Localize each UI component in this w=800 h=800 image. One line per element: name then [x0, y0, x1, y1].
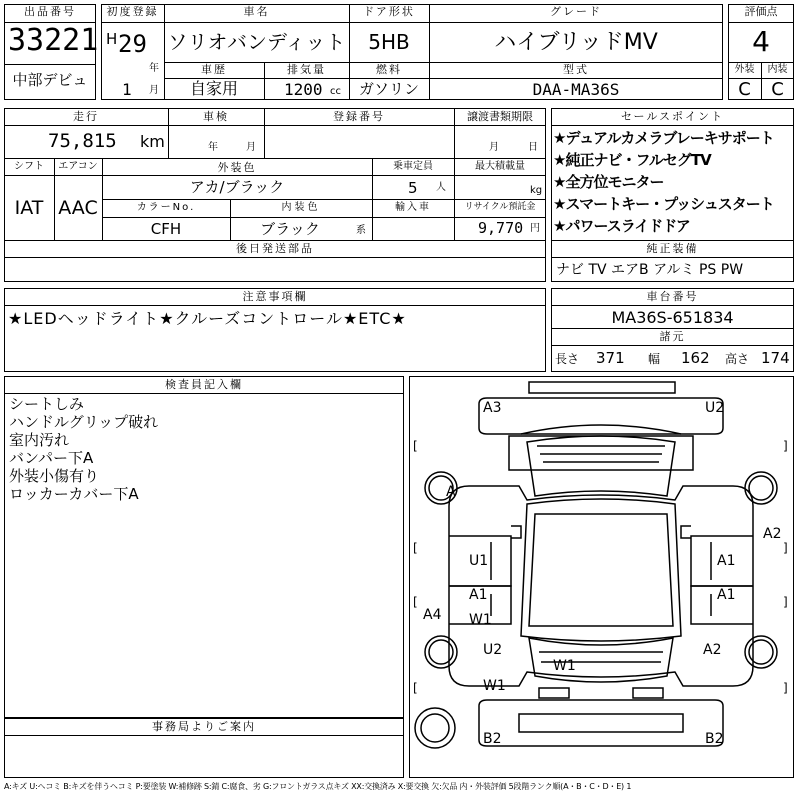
mark-b2-left: B2	[483, 731, 502, 747]
later-parts-label: 後日発送部品	[236, 242, 314, 255]
recycle-unit: 円	[530, 223, 540, 234]
inspector-note-5: 外装小傷有り	[9, 467, 100, 485]
grade-label: グレード	[550, 5, 602, 18]
displacement: 1200	[284, 80, 323, 99]
int-color-suffix: 系	[356, 225, 366, 236]
first-reg-era: H	[106, 30, 118, 48]
shift-label: シフト	[14, 161, 44, 172]
ext-color: アカ/ブラック	[189, 178, 285, 196]
displacement-label: 排気量	[287, 63, 326, 76]
svg-text:]: ]	[783, 541, 788, 555]
import-label: 輸入車	[395, 202, 431, 213]
sales-point-1: ★デュアルカメラブレーキサポート	[553, 129, 774, 147]
mark-a2-right2: A2	[703, 642, 722, 658]
capacity-unit: 人	[436, 182, 446, 193]
exterior-score: C	[738, 79, 751, 100]
equipment-label: 純正装備	[646, 242, 699, 255]
grade: ハイブリッドMV	[494, 30, 658, 55]
mileage: 75,815	[48, 130, 117, 152]
length: 371	[596, 349, 625, 367]
shift: IAT	[14, 197, 44, 219]
exterior-score-label: 外装	[734, 64, 755, 75]
history-label: 車歴	[201, 63, 227, 76]
mark-u2-left: U2	[483, 642, 503, 658]
color-no: CFH	[150, 220, 182, 238]
width-label: 幅	[648, 352, 661, 366]
length-label: 長さ	[555, 352, 580, 366]
aircon-label: エアコン	[58, 161, 98, 172]
lot-number-label: 出品番号	[24, 5, 76, 18]
car-name: ソリオバンディット	[167, 30, 346, 54]
sales-point-3: ★全方位モニター	[553, 173, 664, 191]
inspection-label: 車検	[203, 110, 229, 123]
history: 自家用	[189, 79, 238, 98]
first-reg-month: 1	[122, 80, 132, 99]
first-reg-label: 初度登録	[106, 5, 159, 18]
inspector-note-4: バンパー下A	[9, 449, 94, 467]
car-name-label: 車名	[243, 5, 270, 18]
svg-text:[: [	[413, 439, 418, 453]
chassis-label: 車台番号	[646, 290, 699, 303]
inspection-year-label: 年	[208, 142, 218, 153]
mark-w1-left2: W1	[483, 678, 506, 694]
recycle-fee: 9,770	[478, 219, 524, 237]
mileage-unit: km	[140, 132, 165, 151]
sales-point-2: ★純正ナビ・フルセグTV	[553, 151, 711, 169]
month-suffix: 月	[149, 85, 159, 96]
mark-w1-center: W1	[553, 658, 576, 674]
interior-score: C	[771, 79, 784, 100]
mark-u1: U1	[469, 553, 489, 569]
score-label: 評価点	[744, 5, 778, 18]
capacity-label: 乗車定員	[393, 161, 433, 172]
dimensions-label: 諸元	[659, 330, 686, 343]
mark-u2-top: U2	[705, 400, 725, 416]
svg-text:[: [	[413, 681, 418, 695]
equipment: ナビ TV エアB アルミ PS PW	[556, 262, 744, 278]
mark-a1-right2: A1	[717, 587, 736, 603]
first-reg-year: 29	[118, 30, 147, 58]
auction-site: 中部デビュ	[12, 71, 88, 89]
mark-b2-right: B2	[705, 731, 724, 747]
year-suffix: 年	[149, 63, 159, 74]
car-diagram	[409, 376, 794, 778]
height: 174	[761, 349, 790, 367]
width: 162	[681, 349, 710, 367]
mark-a4: A4	[423, 607, 442, 623]
svg-text:]: ]	[783, 439, 788, 453]
int-color: ブラック	[260, 220, 320, 238]
inspector-note-2: ハンドルグリップ破れ	[9, 413, 159, 431]
chassis-number: MA36S-651834	[611, 308, 734, 327]
docs-deadline-month-label: 月	[489, 142, 499, 153]
mileage-label: 走行	[73, 110, 99, 123]
svg-text:[: [	[413, 595, 418, 609]
aircon: AAC	[58, 197, 98, 219]
docs-deadline-day-label: 日	[528, 142, 538, 153]
model-code-label: 型式	[563, 63, 589, 76]
notes-label: 注意事項欄	[242, 290, 308, 303]
inspection-month-label: 月	[246, 142, 256, 153]
lot-number: 33221	[8, 23, 99, 58]
svg-text:[: [	[413, 541, 418, 555]
mark-a2-right: A2	[763, 526, 782, 542]
int-color-label: 内装色	[281, 202, 321, 213]
door-type: 5HB	[368, 30, 410, 54]
door-label: ドア形状	[363, 5, 415, 18]
interior-score-label: 内装	[767, 64, 788, 75]
inspector-note-1: シートしみ	[9, 395, 85, 413]
max-load-label: 最大積載量	[475, 161, 525, 172]
notes: ★LEDヘッドライト★クルーズコントロール★ETC★	[8, 309, 407, 328]
score: 4	[752, 25, 770, 58]
legend: A:キズ U:ヘコミ B:キズを伴うヘコミ P:要塗装 W:補修跡 S:錆 C:腐食、劣 G:フロントガラス点キズ XX:交換済み X:要交換 欠:欠品 内・外装評価 5段階ランク順(A・B・C・D・E) 1	[4, 782, 632, 791]
mark-a1-left: A1	[469, 587, 488, 603]
svg-text:]: ]	[783, 681, 788, 695]
inspector-label: 検査員記入欄	[165, 378, 243, 391]
mark-a-left: A	[446, 484, 456, 500]
inspector-note-3: 室内汚れ	[9, 431, 70, 449]
svg-text:]: ]	[783, 595, 788, 609]
inspector-note-6: ロッカーカバー下A	[9, 485, 139, 503]
mark-a1-right: A1	[717, 553, 736, 569]
reg-no-label: 登録番号	[333, 110, 385, 123]
sales-points-label: セールスポイント	[620, 110, 724, 123]
office-label: 事務局よりご案内	[152, 720, 256, 733]
sales-point-4: ★スマートキー・プッシュスタート	[553, 195, 774, 213]
recycle-label: リサイクル預託金	[464, 202, 536, 212]
mark-w1-left: W1	[469, 612, 492, 628]
mark-a3: A3	[483, 400, 502, 416]
docs-deadline-label: 譲渡書類期限	[467, 110, 533, 123]
capacity: 5	[408, 179, 418, 197]
model-code: DAA-MA36S	[532, 80, 620, 99]
fuel: ガソリン	[358, 80, 419, 98]
fuel-label: 燃料	[376, 63, 402, 76]
max-load-unit: kg	[530, 185, 543, 196]
color-no-label: カラーNo.	[136, 202, 196, 213]
sales-point-5: ★パワースライドドア	[553, 217, 690, 235]
height-label: 高さ	[725, 352, 750, 366]
ext-color-label: 外装色	[217, 161, 257, 174]
displacement-unit: cc	[330, 86, 341, 97]
